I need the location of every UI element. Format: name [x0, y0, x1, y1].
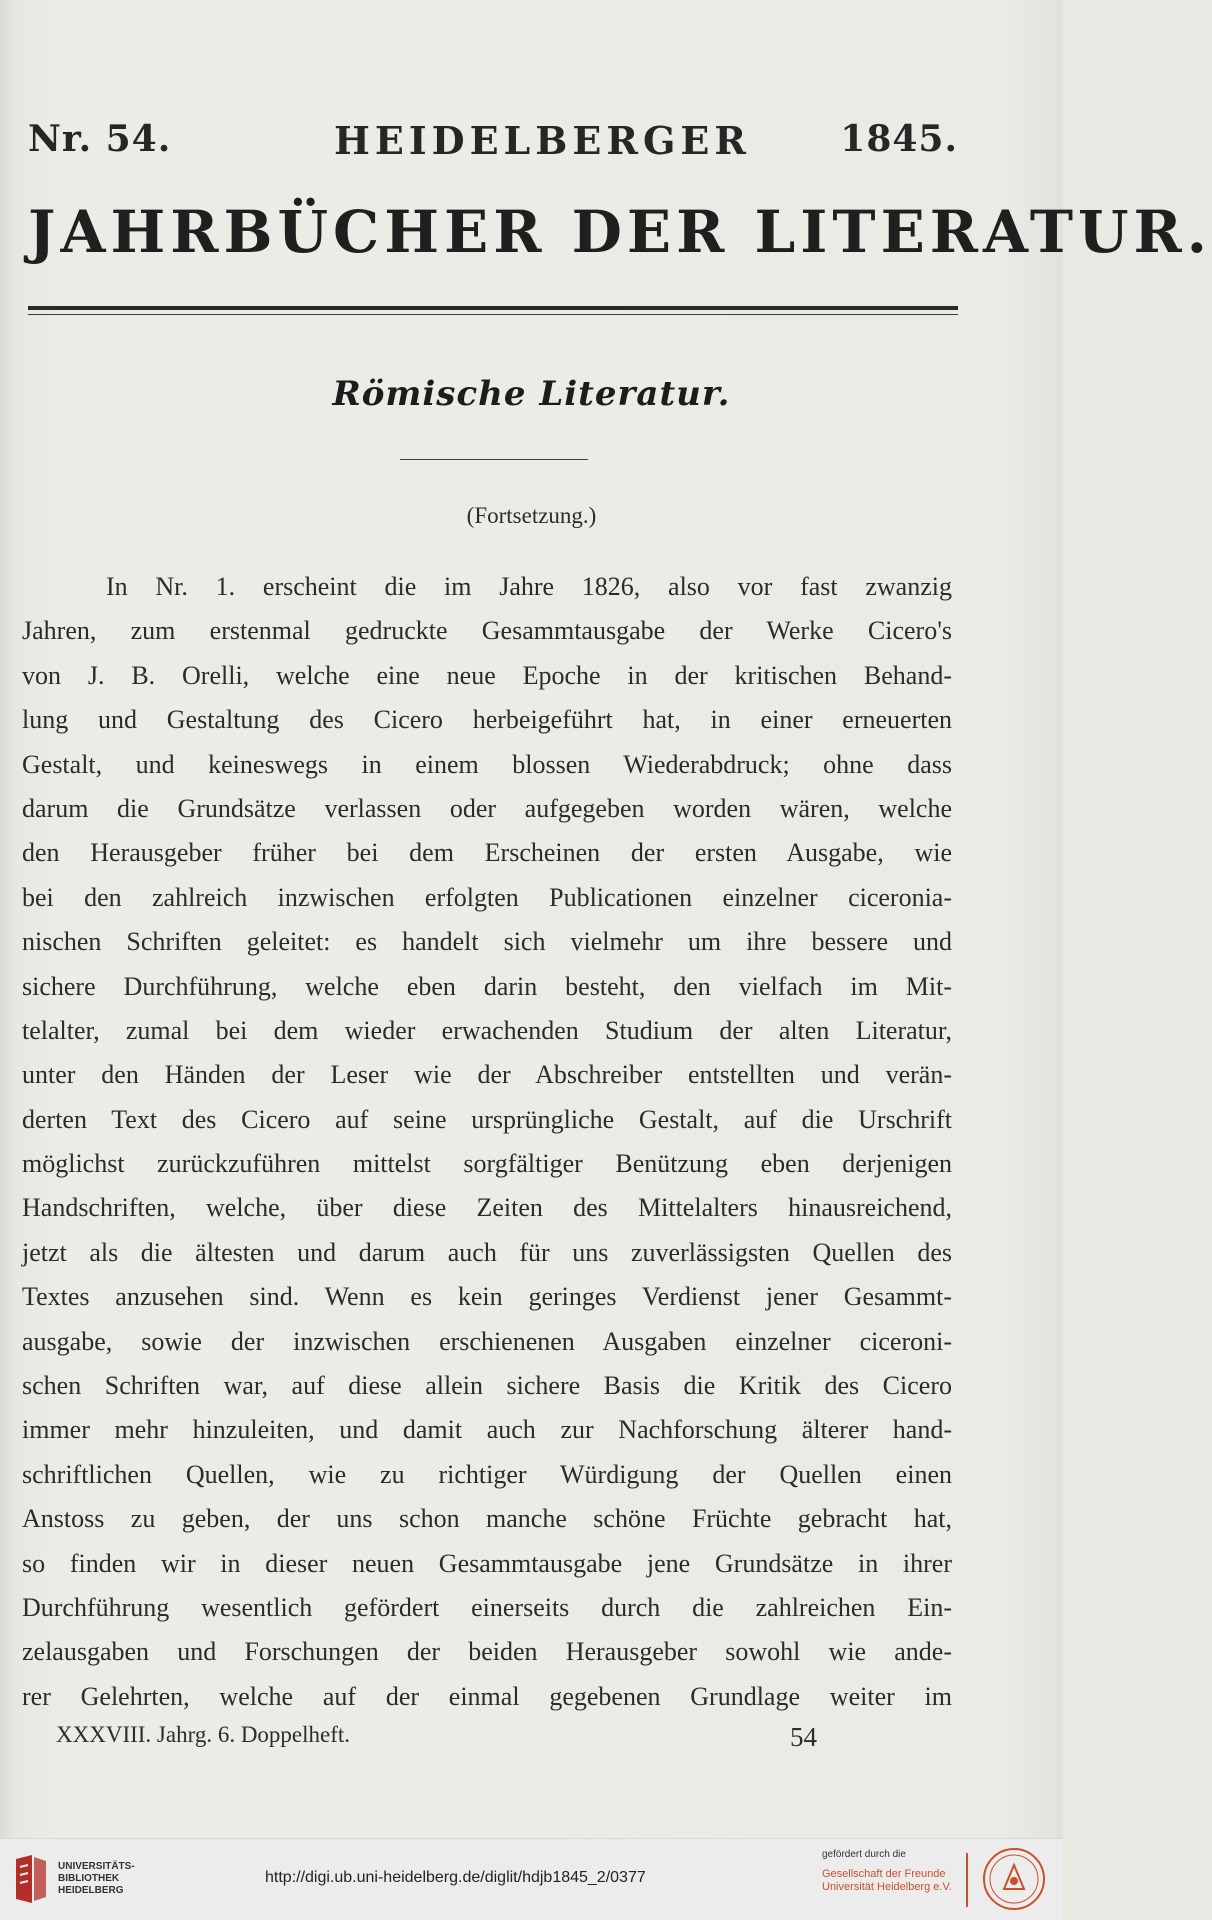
text-line: jetzt als die ältesten und darum auch für uns zuverlässigsten Quellen des	[22, 1237, 952, 1267]
sponsor-label: gefördert durch die	[822, 1849, 906, 1860]
library-name-line: UNIVERSITÄTS-	[58, 1861, 135, 1872]
text-line: bei den zahlreich inzwischen erfolgten Publicationen einzelner ciceronia-	[22, 882, 952, 912]
library-name-line: HEIDELBERG	[58, 1885, 124, 1896]
text-line: zelausgaben und Forschungen der beiden Herausgeber sowohl wie ande-	[22, 1637, 952, 1667]
text-line: nischen Schriften geleitet: es handelt sich vielmehr um ihre bessere und	[22, 927, 952, 957]
text-line: derten Text des Cicero auf seine ursprüngliche Gestalt, auf die Urschrift	[22, 1104, 952, 1134]
section-title: Römische Literatur.	[332, 374, 731, 414]
text-line: sichere Durchführung, welche eben darin besteht, den vielfach im Mit-	[22, 971, 952, 1001]
header-rule-thick	[28, 306, 958, 310]
publication-place: HEIDELBERGER	[334, 118, 751, 163]
text-line: immer mehr hinzuleiten, und damit auch zur Nachforschung älterer hand-	[22, 1415, 952, 1445]
text-line: Anstoss zu geben, der uns schon manche schöne Früchte gebracht hat,	[22, 1504, 952, 1534]
text-line: unter den Händen der Leser wie der Abschreiber entstellten und verän-	[22, 1060, 952, 1090]
text-line: Gestalt, und keineswegs in einem blossen Wiederabdruck; ohne dass	[22, 749, 952, 779]
text-line: den Herausgeber früher bei dem Erscheinen der ersten Ausgabe, wie	[22, 838, 952, 868]
sponsor-name-line: Gesellschaft der Freunde	[822, 1868, 946, 1880]
text-line: Durchführung wesentlich gefördert einerseits durch die zahlreichen Ein-	[22, 1592, 952, 1622]
text-line: telalter, zumal bei dem wieder erwachenden Studium der alten Literatur,	[22, 1015, 952, 1045]
text-line: lung und Gestaltung des Cicero herbeigeführt hat, in einer erneuerten	[22, 705, 952, 735]
text-line: Textes anzusehen sind. Wenn es kein geringes Verdienst jener Gesammt-	[22, 1282, 952, 1312]
article-body	[22, 565, 952, 1719]
text-line: schen Schriften war, auf diese allein sichere Basis die Kritik des Cicero	[22, 1371, 952, 1401]
text-line: so finden wir in dieser neuen Gesammtausgabe jene Grundsätze in ihrer	[22, 1548, 952, 1578]
text-line: ausgabe, sowie der inzwischen erschienenen Ausgaben einzelner ciceroni-	[22, 1326, 952, 1356]
text-line: rer Gelehrten, welche auf der einmal gegebenen Grundlage weiter im	[22, 1681, 952, 1711]
text-line: von J. B. Orelli, welche eine neue Epoche in der kritischen Behand-	[22, 660, 952, 690]
university-seal-icon[interactable]	[982, 1847, 1046, 1911]
text-line: Jahren, zum erstenmal gedruckte Gesammtausgabe der Werke Cicero's	[22, 616, 952, 646]
text-line: darum die Grundsätze verlassen oder aufgegeben worden wären, welche	[22, 793, 952, 823]
library-name[interactable]	[58, 1861, 135, 1897]
issue-year: 1845.	[840, 118, 958, 160]
permalink-url[interactable]: http://digi.ub.uni-heidelberg.de/diglit/hdjb1845_2/0377	[265, 1869, 646, 1886]
sponsor-divider	[966, 1853, 968, 1907]
issue-number: Nr. 54.	[28, 118, 172, 160]
sponsor-name-line: Universität Heidelberg e.V.	[822, 1881, 952, 1893]
signature-mark: XXXVIII. Jahrg. 6. Doppelheft.	[56, 1722, 351, 1747]
text-line: möglichst zurückzuführen mittelst sorgfältiger Benützung eben derjenigen	[22, 1149, 952, 1179]
text-line: Handschriften, welche, über diese Zeiten des Mittelalters hinausreichend,	[22, 1193, 952, 1223]
digitization-banner	[0, 1838, 1063, 1920]
journal-title: JAHRBÜCHER DER LITERATUR.	[28, 198, 1212, 266]
text-line: schriftlichen Quellen, wie zu richtiger Würdigung der Quellen einen	[22, 1459, 952, 1489]
masthead	[28, 118, 958, 168]
continuation-note: (Fortsetzung.)	[466, 503, 597, 528]
university-library-logo-icon[interactable]	[12, 1851, 50, 1907]
header-rule-thin	[28, 314, 958, 315]
library-name-line: BIBLIOTHEK	[58, 1873, 120, 1884]
sponsor-block[interactable]	[822, 1849, 962, 1894]
page-number: 54	[790, 1722, 817, 1752]
text-line: In Nr. 1. erscheint die im Jahre 1826, also vor fast zwanzig	[106, 572, 952, 601]
section-divider	[400, 459, 588, 460]
